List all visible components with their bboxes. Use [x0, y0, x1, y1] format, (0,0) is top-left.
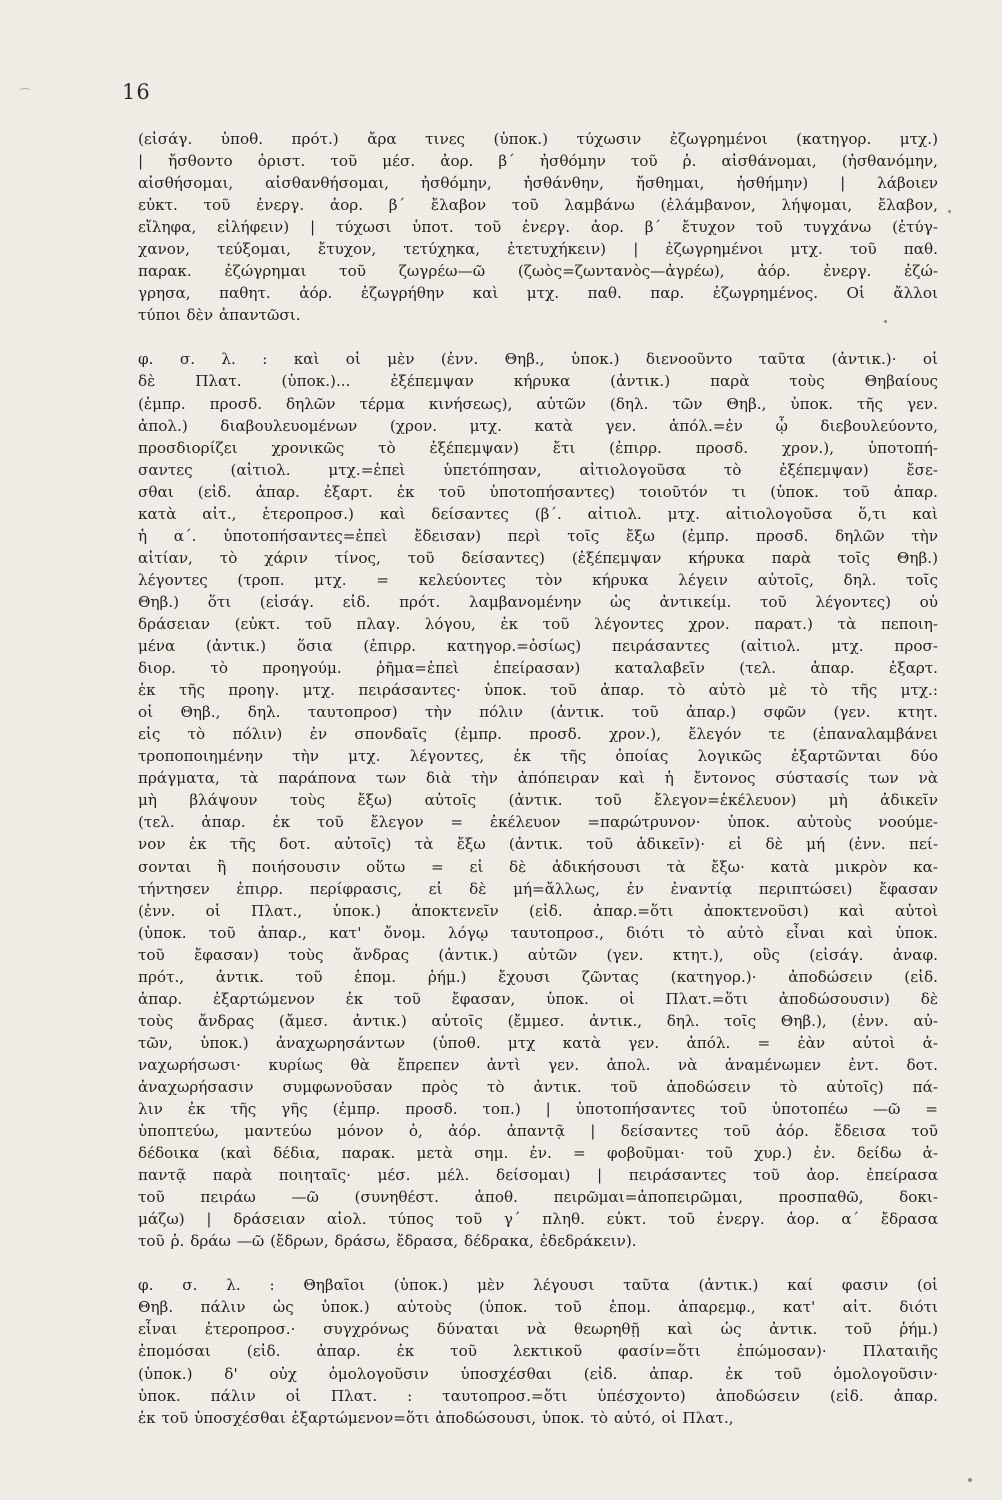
text-line: δράσειαν (εὐκτ. τοῦ πλαγ. λόγου, ἐκ τοῦ λέγοντες χρον. παρατ.) τὰ πεποιη- [138, 614, 938, 633]
text-line: τήντησεν ἐπιρρ. περίφρασις, εἰ δὲ μή=ἄλλως, ἐν ἐναντίᾳ περιπτώσει) ἔφασαν [138, 879, 938, 898]
text-line: ἐκ τοῦ ὑποσχέσθαι ἐξαρτώμενον=ὅτι ἀποδώσουσι, ὑποκ. τὸ αὐτό, οἱ Πλατ., [138, 1408, 734, 1427]
text-line: (ὑποκ. τοῦ ἀπαρ., κατ' ὄνομ. λόγῳ ταυτοπροσ., διότι τὸ αὐτὸ εἶναι καὶ ὑποκ. [138, 923, 938, 942]
text-line: πράγματα, τὰ παράπονα των διὰ τὴν ἀπόπειραν καὶ ἡ ἔντονος σύστασίς των νὰ [138, 769, 938, 788]
text-line: τοῦ πειράω —ῶ (συνηθέστ. ἀποθ. πειρῶμαι=ἀποπειρῶμαι, προσπαθῶ, δοκι- [138, 1188, 938, 1207]
text-line: εἶναι ἑτεροπροσ.· συγχρόνως δύναται νὰ θεωρηθῇ καὶ ὡς ἀντικ. τοῦ ῥήμ.) [138, 1320, 938, 1339]
text-line: | ἤσθοντο ὁριστ. τοῦ μέσ. ἀορ. β΄ ἠσθόμην τοῦ ῥ. αἰσθάνομαι, (ἠσθανόμην, [138, 152, 938, 171]
page-number: 16 [122, 80, 151, 104]
text-line: (ἐμπρ. προσδ. δηλῶν τέρμα κινήσεως), αὐτῶν (δηλ. τῶν Θηβ., ὑποκ. τῆς γεν. [138, 394, 938, 413]
text-line: νον ἐκ τῆς δοτ. αὐτοῖς) τὰ ἔξω (ἀντικ. τοῦ ἀδικεῖν)· εἰ δὲ μή (ἐνν. πεί- [138, 835, 938, 854]
text-line: ὑποκ. πάλιν οἱ Πλατ. : ταυτοπροσ.=ὅτι ὑπέσχοντο) ἀποδώσειν (εἰδ. ἀπαρ. [138, 1386, 938, 1405]
paragraph [138, 1274, 938, 1428]
text-line: παντᾷ παρὰ ποιηταῖς· μέσ. μέλ. δείσομαι) | πειράσαντες τοῦ ἀορ. ἐπείρασα [138, 1166, 938, 1185]
text-line: πρότ., ἀντικ. τοῦ ἑπομ. ῥήμ.) ἔχουσι ζῶντας (κατηγορ.)· ἀποδώσειν (εἰδ. [138, 967, 938, 986]
text-line: ναχωρήσωσι· κυρίως θὰ ἔπρεπεν ἀντὶ γεν. ἀπολ. νὰ ἀναμένωμεν ἐντ. δοτ. [138, 1055, 938, 1074]
text-line: Θηβ.) ὅτι (εἰσάγ. εἰδ. πρότ. λαμβανομένην ὡς ἀντικείμ. τοῦ λέγοντες) οὐ [138, 592, 938, 611]
text-line: ἐπομόσαι (εἰδ. ἀπαρ. ἐκ τοῦ λεκτικοῦ φασίν=ὅτι ἐπώμοσαν)· Πλαταιῆς [138, 1342, 938, 1361]
text-line: παρακ. ἐζώγρημαι τοῦ ζωγρέω—ῶ (ζωὸς=ζωντανὸς—ἀγρέω), ἀόρ. ἐνεργ. ἐζώ- [138, 262, 938, 281]
text-line: Θηβ. πάλιν ὡς ὑποκ.) αὐτοὺς (ὑποκ. τοῦ ἑπομ. ἀπαρεμφ., κατ' αἰτ. διότι [138, 1298, 938, 1317]
text-line: τοῦ ῥ. δράω —ῶ (ἔδρων, δράσω, ἔδρασα, δέδρακα, ἐδεδράκειν). [138, 1232, 637, 1251]
text-line: φ. σ. λ. : καὶ οἱ μὲν (ἐνν. Θηβ., ὑποκ.) διενοοῦντο ταῦτα (ἀντικ.)· οἱ [138, 350, 938, 369]
text-line: εὐκτ. τοῦ ἐνεργ. ἀορ. β΄ ἔλαβον τοῦ λαμβάνω (ἐλάμβανον, λήψομαι, ἔλαβον, [138, 196, 938, 215]
scan-speck [968, 1478, 972, 1482]
text-line: λιν ἐκ τῆς γῆς (ἐμπρ. προσδ. τοπ.) | ὑποτοπήσαντες τοῦ ὑποτοπέω —ῶ = [138, 1100, 938, 1119]
text-line: τροποποιημένην τὴν μτχ. λέγοντες, ἐκ τῆς ὁποίας λογικῶς ἐξαρτῶνται δύο [138, 747, 938, 766]
text-line: αἰσθήσομαι, αἰσθανθήσομαι, ἠσθόμην, ἠσθάνθην, ἤσθημαι, ἠσθήμην) | λάβοιεν [138, 174, 938, 193]
text-line: δέδοικα (καὶ δέδια, παρακ. μετὰ σημ. ἐν. = φοβοῦμαι· τοῦ χυρ.) ἐν. δείδω ἀ- [138, 1144, 938, 1163]
text-line: δὲ Πλατ. (ὑποκ.)... ἐξέπεμψαν κήρυκα (ἀντικ.) παρὰ τοὺς Θηβαίους [138, 372, 938, 391]
text-line: σθαι (εἰδ. ἀπαρ. ἐξαρτ. ἐκ τοῦ ὑποτοπήσαντες) τοιοῦτόν τι (ὑποκ. τοῦ ἀπαρ. [138, 482, 938, 501]
text-line: ὑποπτεύω, μαντεύω μόνον ὁ, ἀόρ. ἀπαντᾷ | δείσαντες τοῦ ἀόρ. ἔδεισα τοῦ [138, 1122, 938, 1141]
text-line: χανον, τεύξομαι, ἔτυχον, τετύχηκα, ἐτετυχήκειν) | ἐζωγρημένοι μτχ. τοῦ παθ. [138, 240, 938, 259]
text-line: τοὺς ἄνδρας (ἄμεσ. ἀντικ.) αὐτοῖς (ἔμμεσ. ἀντικ., δηλ. τοῖς Θηβ.), (ἐνν. αὐ- [138, 1011, 938, 1030]
scan-speck [884, 320, 887, 323]
scan-speck [948, 210, 951, 213]
text-line: (ὑποκ.) δ' οὐχ ὁμολογοῦσιν ὑποσχέσθαι (εἰδ. ἀπαρ. ἐκ τοῦ ὁμολογοῦσιν· [138, 1364, 938, 1383]
text-line: ἡ α΄. ὑποτοπήσαντες=ἐπεὶ ἔδεισαν) περὶ τοῖς ἔξω (ἐμπρ. προσδ. δηλῶν τὴν [138, 526, 938, 545]
text-line: τοῦ ἔφασαν) τοὺς ἄνδρας (ἀντικ.) αὐτῶν (γεν. κτητ.), οὓς (εἰσάγ. ἀναφ. [138, 945, 938, 964]
body-text [138, 128, 938, 1429]
text-line: διορ. τὸ προηγούμ. ῥῆμα=ἐπεὶ ἐπείρασαν) καταλαβεῖν (τελ. ἀπαρ. ἐξαρτ. [138, 659, 938, 678]
paragraph [138, 348, 938, 1252]
text-line: σαντες (αἰτιολ. μτχ.=ἐπεὶ ὑπετόπησαν, αἰτιολογοῦσα τὸ ἐξέπεμψαν) ἔσε- [138, 460, 938, 479]
paragraph-gap [138, 1252, 938, 1274]
text-line: ἀναχωρήσασιν συμφωνοῦσαν πρὸς τὸ ἀντικ. τοῦ ἀποδώσειν τὸ αὐτοῖς) πά- [138, 1077, 938, 1096]
text-line: (εἰσάγ. ὑποθ. πρότ.) ἄρα τινες (ὑποκ.) τύχωσιν ἐζωγρημένοι (κατηγορ. μτχ.) [138, 130, 938, 148]
text-line: ἀπολ.) διαβουλευομένων (χρον. μτχ. κατὰ γεν. ἀπόλ.=ἐν ᾧ διεβουλεύοντο, [138, 416, 938, 435]
text-line: εἰς τὸ πόλιν) ἐν σπονδαῖς (ἐμπρ. προσδ. χρον.), ἔλεγόν τε (ἐπαναλαμβάνει [138, 725, 938, 744]
text-line: σονται ἢ ποιήσουσιν οὕτω = εἰ δὲ ἀδικήσουσι τὰ ἔξω· κατὰ μικρὸν κα- [138, 857, 938, 876]
text-line: προσδιορίζει χρονικῶς τὸ ἐξέπεμψαν) ἔτι (ἐπιρρ. προσδ. χρον.), ὑποτοπή- [138, 438, 938, 457]
text-line: ἐκ τῆς προηγ. μτχ. πειράσαντες· ὑποκ. τοῦ ἀπαρ. τὸ αὐτὸ μὲ τὸ τῆς μτχ.: [138, 681, 938, 700]
text-line: αἰτίαν, τὸ χάριν τίνος, τοῦ δείσαντες) (ἐξέπεμψαν κήρυκα παρὰ τοῖς Θηβ.) [138, 548, 938, 567]
paragraph [138, 128, 938, 326]
text-line: κατὰ αἰτ., ἑτεροπροσ.) καὶ δείσαντες (β΄. αἰτιολ. μτχ. αἰτιολογοῦσα ὅ,τι καὶ [138, 504, 938, 523]
text-line: φ. σ. λ. : Θηβαῖοι (ὑποκ.) μὲν λέγουσι ταῦτα (ἀντικ.) καί φασιν (οἱ [138, 1276, 938, 1295]
text-line: τύποι δὲν ἀπαντῶσι. [138, 306, 301, 325]
margin-mark: ⁀ [20, 88, 30, 102]
paragraph-gap [138, 326, 938, 348]
text-line: ἀπαρ. ἐξαρτώμενον ἐκ τοῦ ἔφασαν, ὑποκ. οἱ Πλατ.=ὅτι ἀποδώσουσιν) δὲ [138, 989, 938, 1008]
text-line: οἱ Θηβ., δηλ. ταυτοπροσ) τὴν πόλιν (ἀντικ. τοῦ ἀπαρ.) σφῶν (γεν. κτητ. [138, 703, 938, 722]
text-line: (ἐνν. οἱ Πλατ., ὑποκ.) ἀποκτενεῖν (εἰδ. ἀπαρ.=ὅτι ἀποκτενοῦσι) καὶ αὐτοὶ [138, 901, 938, 920]
text-line: γρησα, παθητ. ἀόρ. ἐζωγρήθην καὶ μτχ. παθ. παρ. ἐζωγρημένος. Οἱ ἄλλοι [138, 284, 938, 303]
text-line: μὴ βλάψουν τοὺς ἔξω) αὐτοῖς (ἀντικ. τοῦ ἔλεγον=ἐκέλευον) μὴ ἀδικεῖν [138, 791, 938, 810]
text-line: μένα (ἀντικ.) ὅσια (ἐπιρρ. κατηγορ.=ὁσίως) πειράσαντες (αἰτιολ. μτχ. προσ- [138, 637, 938, 656]
text-line: τῶν, ὑποκ.) ἀναχωρησάντων (ὑποθ. μτχ κατὰ γεν. ἀπόλ. = ἐὰν αὐτοὶ ἀ- [138, 1033, 938, 1052]
text-line: (τελ. ἀπαρ. ἐκ τοῦ ἔλεγον = ἐκέλευον =παρώτρυνον· ὑποκ. αὐτοὺς νοούμε- [138, 813, 938, 832]
text-line: λέγοντες (τροπ. μτχ. = κελεύοντες τὸν κήρυκα λέγειν αὐτοῖς, δηλ. τοῖς [138, 570, 938, 589]
text-line: μάζω) | δράσειαν αἰολ. τύπος τοῦ γ΄ πληθ. εὐκτ. τοῦ ἐνεργ. ἀορ. α΄ ἔδρασα [138, 1210, 938, 1229]
text-line: εἴληφα, εἰλήφειν) | τύχωσι ὑποτ. τοῦ ἐνεργ. ἀορ. β΄ ἔτυχον τοῦ τυγχάνω (ἐτύγ- [138, 218, 938, 237]
